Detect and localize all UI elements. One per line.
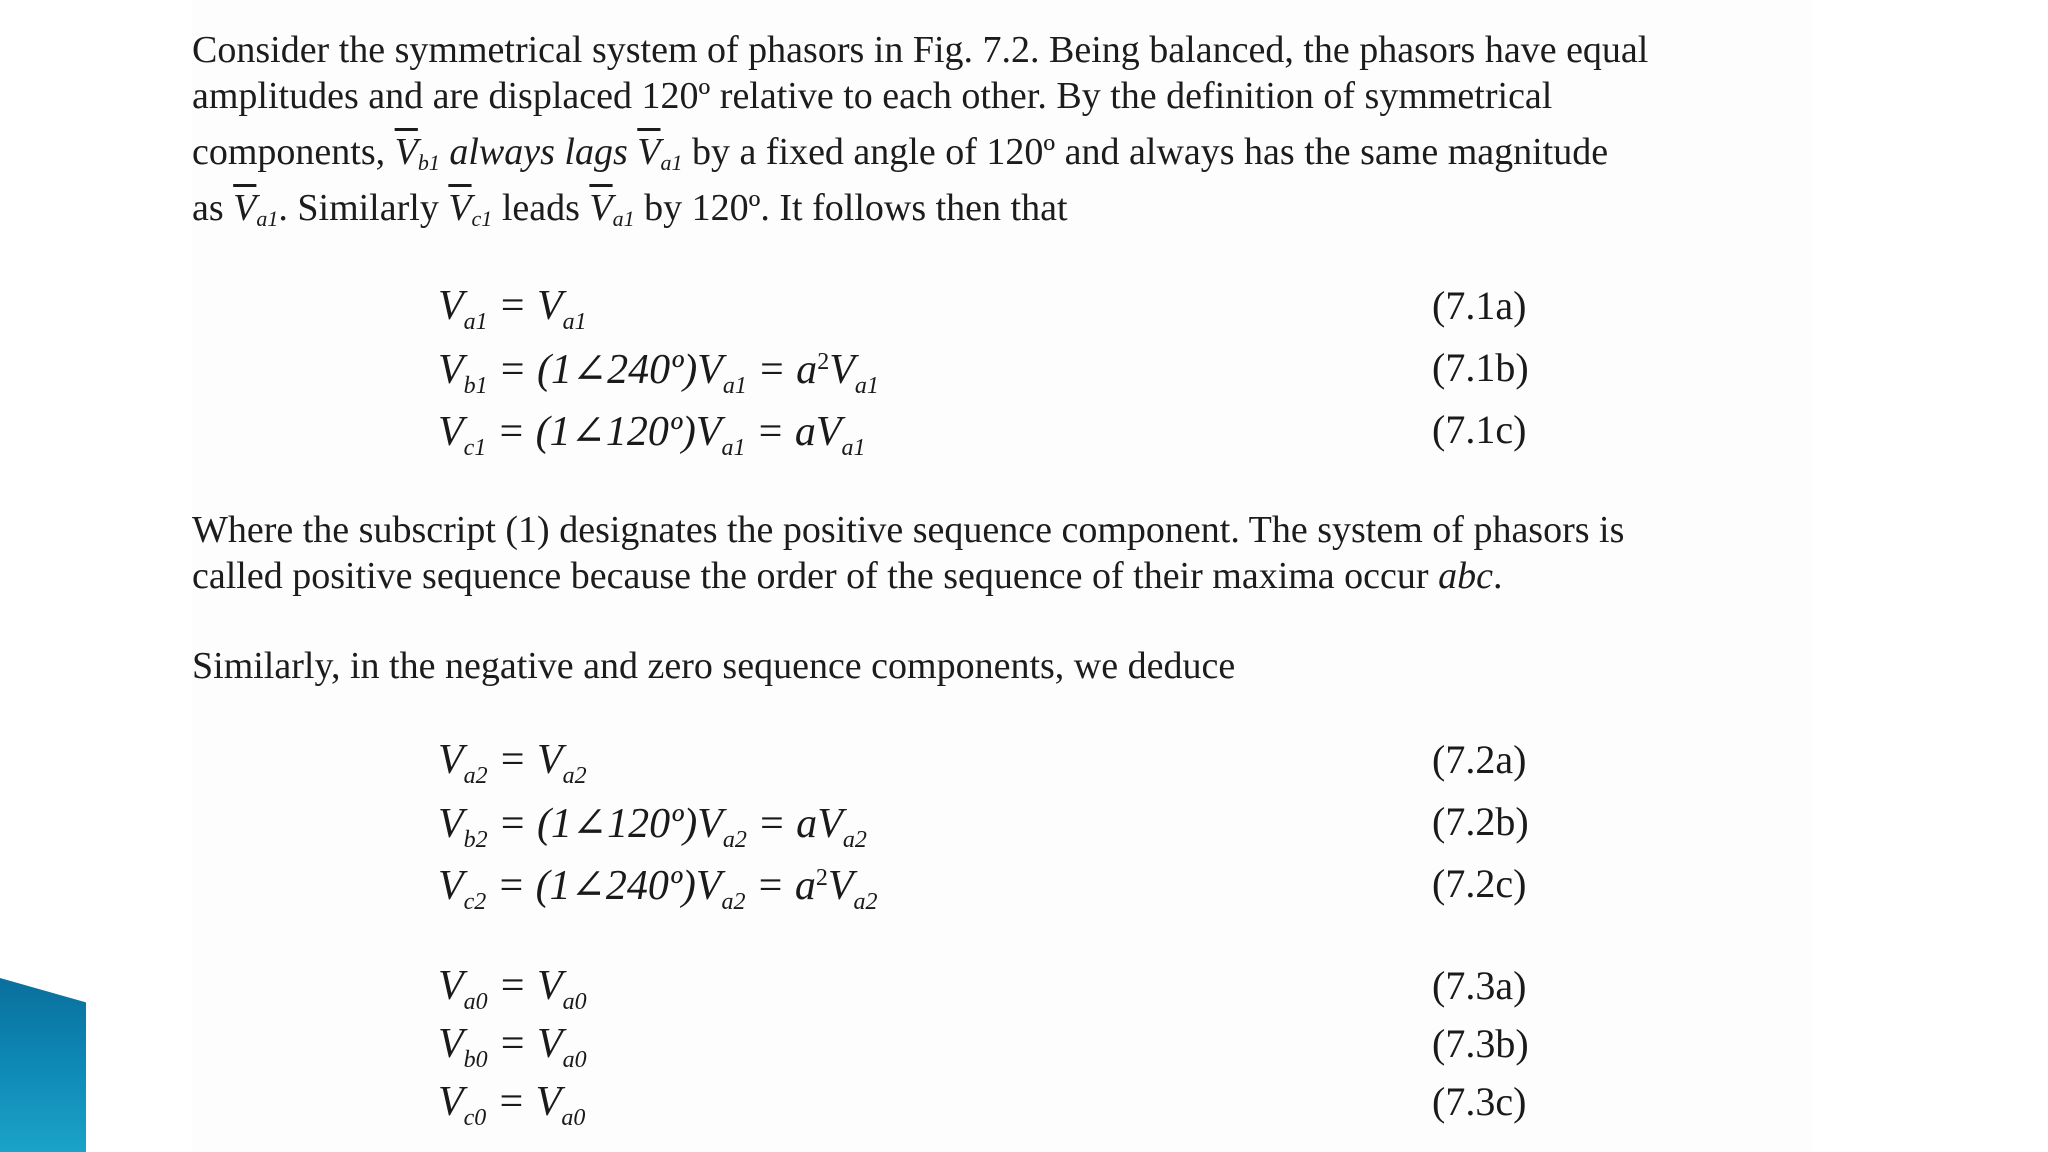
eq-subscript: a2 — [853, 889, 878, 915]
phasor-symbol: $\overline{V}$ — [448, 187, 472, 229]
eq-rhs: = (1∠120º)V — [486, 409, 722, 455]
eq-superscript: 2 — [815, 865, 828, 891]
equation-expression — [438, 736, 587, 790]
eq-subscript: a1 — [562, 309, 587, 335]
eq-rhs: = V — [487, 1021, 563, 1067]
phasor-subscript: a1 — [256, 206, 279, 231]
para3-line-1: Similarly, in the negative and zero sequence components, we deduce — [192, 645, 1236, 687]
phasor-symbol: $\overline{V}$ — [233, 187, 257, 229]
eq-lhs: V — [438, 283, 464, 329]
equation-expression — [438, 860, 878, 916]
equation-number: (7.1b) — [1432, 345, 1529, 390]
phasor-symbol: $\overline{V}$ — [394, 131, 418, 173]
phasor-subscript: a1 — [612, 206, 635, 231]
para2-line-1: Where the subscript (1) designates the positive sequence component. The system of phasors is — [192, 509, 1625, 551]
eq-subscript: a1 — [722, 373, 747, 399]
sequence-abc: abc — [1438, 555, 1493, 597]
equation-row — [192, 406, 1792, 464]
text-fragment: components, — [192, 131, 395, 173]
equation-number: (7.3b) — [1432, 1021, 1529, 1066]
eq-lhs: V — [438, 863, 464, 909]
eq-subscript: a2 — [562, 763, 587, 789]
eq-lhs: V — [438, 1079, 464, 1125]
phasor-subscript: b1 — [417, 150, 440, 175]
eq-subscript: c1 — [463, 435, 487, 461]
eq-rhs: = V — [487, 737, 563, 783]
equation-row — [192, 860, 1792, 918]
text-fragment: . Similarly — [278, 187, 449, 229]
eq-subscript: a1 — [841, 435, 866, 461]
equation-number: (7.3c) — [1432, 1079, 1527, 1124]
eq-tail-symbol: V — [815, 409, 842, 455]
eq-lhs: V — [438, 963, 464, 1009]
equation-number: (7.1a) — [1432, 283, 1527, 328]
equation-expression — [438, 962, 587, 1016]
intro-line-4 — [192, 186, 1792, 242]
eq-subscript: a2 — [842, 827, 867, 853]
negative-zero-paragraph — [192, 644, 1792, 690]
equation-row — [192, 798, 1792, 856]
equation-expression — [438, 406, 866, 462]
eq-tail-symbol: V — [829, 347, 855, 393]
eq-superscript: 2 — [817, 349, 830, 375]
eq-lhs: V — [438, 347, 464, 393]
eq-tail: = a — [745, 409, 816, 455]
text-fragment: always lags — [439, 131, 638, 173]
text-fragment: . — [1492, 555, 1503, 597]
eq-rhs: = V — [487, 963, 563, 1009]
equation-expression — [438, 798, 867, 854]
eq-tail: = a — [746, 347, 818, 393]
phasor-subscript: c1 — [471, 206, 493, 231]
phasor-symbol: $\overline{V}$ — [589, 187, 613, 229]
slide-accent-shape — [0, 978, 86, 1152]
equation-row — [192, 1078, 1792, 1136]
eq-lhs: V — [438, 737, 464, 783]
eq-subscript: a2 — [721, 889, 746, 915]
text-fragment: by 120º. It follows then that — [634, 187, 1068, 229]
equation-expression — [438, 1020, 587, 1074]
para2-line-2 — [192, 554, 1792, 600]
equation-number: (7.3a) — [1432, 963, 1527, 1008]
intro-line-2: amplitudes and are displaced 120º relative to each other. By the definition of symmetrical — [192, 75, 1553, 117]
intro-paragraph — [192, 28, 1792, 242]
text-fragment: leads — [492, 187, 590, 229]
eq-subscript: a0 — [562, 1047, 587, 1073]
phasor-subscript: a1 — [660, 150, 683, 175]
eq-subscript: c0 — [463, 1105, 487, 1131]
eq-lhs: V — [438, 409, 464, 455]
equation-number: (7.2c) — [1432, 861, 1527, 906]
eq-subscript: a0 — [562, 989, 587, 1015]
eq-subscript: a1 — [721, 435, 746, 461]
equation-number: (7.2a) — [1432, 737, 1527, 782]
positive-sequence-paragraph — [192, 508, 1792, 600]
eq-subscript: c2 — [463, 889, 487, 915]
eq-rhs: = V — [486, 1079, 562, 1125]
eq-lhs: V — [438, 801, 464, 847]
intro-line-3 — [192, 130, 1792, 186]
equation-row — [192, 736, 1792, 794]
eq-subscript: a2 — [722, 827, 747, 853]
text-fragment: as — [192, 187, 234, 229]
text-fragment: by a fixed angle of 120º and always has the same magnitude — [682, 131, 1609, 173]
equation-row — [192, 282, 1792, 340]
equation-row — [192, 344, 1792, 402]
eq-tail-symbol: V — [827, 863, 854, 909]
equation-number: (7.1c) — [1432, 407, 1527, 452]
eq-subscript: a0 — [463, 989, 488, 1015]
equation-row — [192, 962, 1792, 1020]
eq-rhs: = (1∠120º)V — [487, 801, 723, 847]
equation-row — [192, 1020, 1792, 1078]
eq-tail: = a — [746, 801, 818, 847]
eq-subscript: b0 — [463, 1047, 488, 1073]
eq-rhs: = (1∠240º)V — [486, 863, 722, 909]
phasor-symbol: $\overline{V}$ — [637, 131, 661, 173]
equation-expression — [438, 344, 879, 400]
eq-tail-symbol: V — [817, 801, 843, 847]
intro-line-1: Consider the symmetrical system of phasors in Fig. 7.2. Being balanced, the phasors have equal — [192, 29, 1649, 71]
eq-subscript: b1 — [463, 373, 488, 399]
text-fragment: called positive sequence because the order of the sequence of their maxima occur — [192, 555, 1439, 597]
eq-subscript: b2 — [463, 827, 488, 853]
equation-expression — [438, 1078, 585, 1132]
eq-subscript: a0 — [561, 1105, 586, 1131]
eq-rhs: = (1∠240º)V — [487, 347, 723, 393]
equation-number: (7.2b) — [1432, 799, 1529, 844]
eq-subscript: a2 — [463, 763, 488, 789]
eq-tail: = a — [745, 863, 816, 909]
eq-subscript: a1 — [463, 309, 488, 335]
eq-subscript: a1 — [854, 373, 879, 399]
equation-expression — [438, 282, 587, 336]
eq-rhs: = V — [487, 283, 563, 329]
document-page — [192, 0, 1812, 1152]
eq-lhs: V — [438, 1021, 464, 1067]
